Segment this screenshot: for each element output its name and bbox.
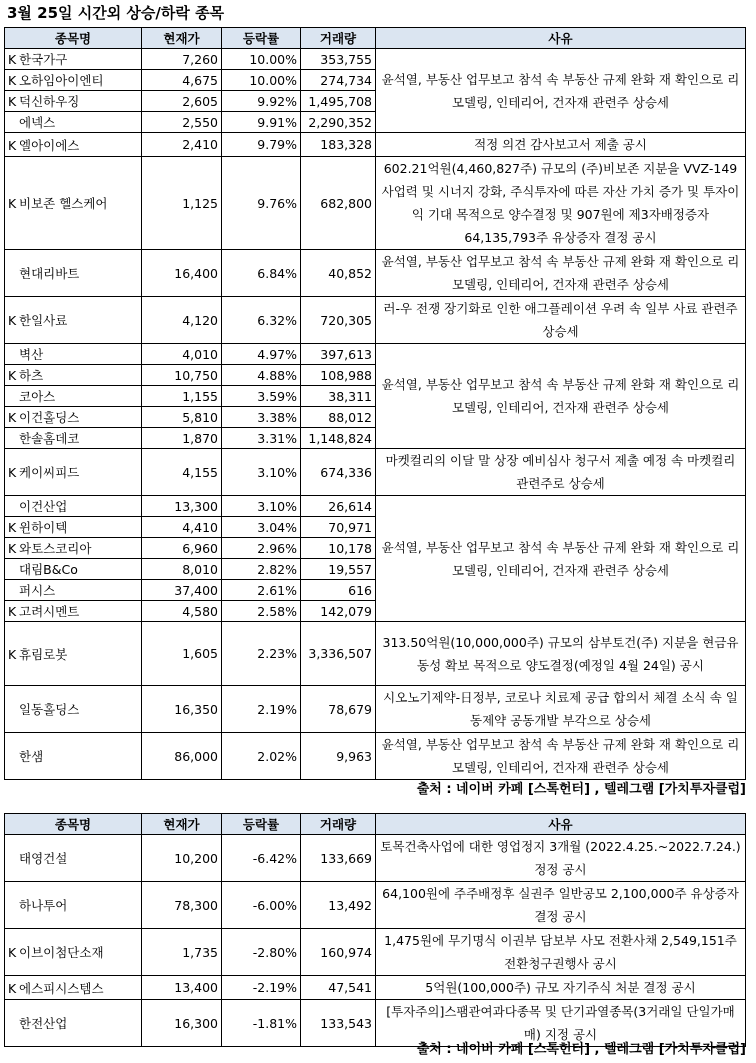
price-cell: 16,300 — [142, 1000, 222, 1047]
change-cell: 6.84% — [222, 250, 301, 297]
stock-name-cell — [5, 622, 142, 686]
price-cell: 10,750 — [142, 365, 222, 386]
header-change: 등락률 — [222, 28, 301, 49]
stock-name: 현대리바트 — [19, 266, 80, 281]
table-row — [5, 686, 746, 733]
stock-name: 한솔홈데코 — [19, 431, 80, 446]
losers-table — [4, 813, 746, 1047]
change-cell: 3.04% — [222, 517, 301, 538]
reason-cell: 윤석열, 부동산 업무보고 참석 속 부동산 규제 완화 재 확인으로 리모델링, 인테리어, 건자재 관련주 상승세 — [376, 49, 746, 133]
stock-name: 와토스코리아 — [19, 541, 92, 556]
price-cell: 1,155 — [142, 386, 222, 407]
market-marker: K — [8, 313, 17, 328]
stock-name-cell — [5, 559, 142, 580]
stock-name: 한일사료 — [19, 313, 68, 328]
change-cell: 3.31% — [222, 428, 301, 449]
change-cell: 2.02% — [222, 733, 301, 780]
stock-name: 케이씨피드 — [19, 465, 80, 480]
stock-name-cell — [5, 407, 142, 428]
price-cell: 5,810 — [142, 407, 222, 428]
price-cell: 7,260 — [142, 49, 222, 70]
volume-cell: 70,971 — [301, 517, 376, 538]
price-cell: 13,400 — [142, 976, 222, 1000]
volume-cell: 274,734 — [301, 70, 376, 91]
stock-name: 오하임아이엔티 — [19, 73, 104, 88]
stock-name-cell — [5, 365, 142, 386]
price-cell: 1,605 — [142, 622, 222, 686]
market-marker: K — [8, 196, 17, 211]
table-row — [5, 976, 746, 1000]
stock-name: 휴림로봇 — [19, 646, 68, 662]
reason-cell: 러-우 전쟁 장기화로 인한 애그플레이션 우려 속 일부 사료 관련주 상승세 — [376, 297, 746, 344]
volume-cell: 1,495,708 — [301, 91, 376, 112]
reason-cell: 5억원(100,000주) 규모 자기주식 처분 결정 공시 — [376, 976, 746, 1000]
change-cell: 2.61% — [222, 580, 301, 601]
stock-name-cell — [5, 49, 142, 70]
change-cell: 3.10% — [222, 496, 301, 517]
reason-cell: 시오노기제약-日정부, 코로나 치료제 공급 합의서 체결 소식 속 일동제약 공동개발 부각으로 상승세 — [376, 686, 746, 733]
header-change: 등락률 — [222, 814, 301, 835]
price-cell: 4,675 — [142, 70, 222, 91]
header-name: 종목명 — [5, 28, 142, 49]
change-cell: 4.97% — [222, 344, 301, 365]
reason-cell: 313.50억원(10,000,000주) 규모의 삼부토건(주) 지분을 현금유동성 확보 목적으로 양도결정(예정일 4월 24일) 공시 — [376, 622, 746, 686]
volume-cell: 142,079 — [301, 601, 376, 622]
price-cell: 13,300 — [142, 496, 222, 517]
table-row — [5, 250, 746, 297]
volume-cell: 38,311 — [301, 386, 376, 407]
stock-name-cell — [5, 70, 142, 91]
header-reason: 사유 — [376, 814, 746, 835]
market-marker: K — [8, 73, 17, 88]
change-cell: 9.91% — [222, 112, 301, 133]
change-cell: 4.88% — [222, 365, 301, 386]
stock-name: 이건홀딩스 — [19, 410, 80, 425]
header-price: 현재가 — [142, 814, 222, 835]
stock-name-cell — [5, 428, 142, 449]
table-row — [5, 929, 746, 976]
stock-name: 에넥스 — [19, 115, 56, 130]
reason-cell: 마켓컬리의 이달 말 상장 예비심사 청구서 제출 예정 속 마켓컬리 관련주로 상승세 — [376, 449, 746, 496]
volume-cell: 674,336 — [301, 449, 376, 496]
volume-cell: 133,669 — [301, 835, 376, 882]
volume-cell: 26,614 — [301, 496, 376, 517]
header-volume: 거래량 — [301, 814, 376, 835]
stock-name-cell — [5, 517, 142, 538]
stock-name-cell — [5, 112, 142, 133]
stock-name-cell — [5, 157, 142, 250]
stock-name-cell — [5, 580, 142, 601]
reason-cell: 602.21억원(4,460,827주) 규모의 (주)비보존 지분을 VVZ-149 사업력 및 시너지 강화, 주식투자에 따른 자산 가치 증가 및 투자이익 기대 목적으로 양수결정 및 907원에 제3자배정증자 64,135,793주 유상증자 결정 공시 — [376, 157, 746, 250]
volume-cell: 3,336,507 — [301, 622, 376, 686]
stock-name: 대림B&Co — [19, 562, 78, 577]
change-cell: 2.58% — [222, 601, 301, 622]
volume-cell: 397,613 — [301, 344, 376, 365]
header-reason: 사유 — [376, 28, 746, 49]
volume-cell: 1,148,824 — [301, 428, 376, 449]
stock-name: 이브이첨단소재 — [19, 945, 104, 960]
volume-cell: 108,988 — [301, 365, 376, 386]
reason-cell: 적정 의견 감사보고서 제출 공시 — [376, 133, 746, 157]
table-row — [5, 449, 746, 496]
reason-cell: [투자주의]스팸관여과다종목 및 단기과열종목(3거래일 단일가매매) 지정 공시 — [376, 1000, 746, 1047]
price-cell: 4,580 — [142, 601, 222, 622]
price-cell: 4,155 — [142, 449, 222, 496]
stock-name: 비보존 헬스케어 — [19, 196, 108, 211]
volume-cell: 720,305 — [301, 297, 376, 344]
reason-cell: 윤석열, 부동산 업무보고 참석 속 부동산 규제 완화 재 확인으로 리모델링, 인테리어, 건자재 관련주 상승세 — [376, 344, 746, 449]
stock-name: 이건산업 — [19, 499, 68, 514]
source-credit: 출처 : 네이버 카페 [스톡헌터] , 텔레그램 [가치투자클럽] — [416, 782, 746, 797]
price-cell: 4,010 — [142, 344, 222, 365]
stock-name-cell — [5, 386, 142, 407]
market-marker: K — [8, 945, 17, 960]
market-marker: K — [8, 465, 17, 480]
volume-cell: 133,543 — [301, 1000, 376, 1047]
change-cell: 3.38% — [222, 407, 301, 428]
price-cell: 6,960 — [142, 538, 222, 559]
table-row — [5, 133, 746, 157]
reason-cell: 토목건축사업에 대한 영업정지 3개월 (2022.4.25.~2022.7.24.) 정정 공시 — [376, 835, 746, 882]
reason-cell: 윤석열, 부동산 업무보고 참석 속 부동산 규제 완화 재 확인으로 리모델링, 인테리어, 건자재 관련주 상승세 — [376, 496, 746, 622]
header-name: 종목명 — [5, 814, 142, 835]
stock-name-cell — [5, 976, 142, 1000]
table-row — [5, 882, 746, 929]
stock-name-cell — [5, 496, 142, 517]
stock-name: 덕신하우징 — [19, 94, 80, 109]
price-cell: 37,400 — [142, 580, 222, 601]
price-cell: 2,605 — [142, 91, 222, 112]
price-cell: 10,200 — [142, 835, 222, 882]
price-cell: 16,400 — [142, 250, 222, 297]
volume-cell: 9,963 — [301, 733, 376, 780]
volume-cell: 616 — [301, 580, 376, 601]
stock-name: 에스피시스템스 — [19, 980, 104, 996]
reason-cell: 윤석열, 부동산 업무보고 참석 속 부동산 규제 완화 재 확인으로 리모델링, 인테리어, 건자재 관련주 상승세 — [376, 250, 746, 297]
stock-name-cell — [5, 91, 142, 112]
change-cell: 9.92% — [222, 91, 301, 112]
volume-cell: 47,541 — [301, 976, 376, 1000]
market-marker: K — [8, 646, 17, 662]
volume-cell: 88,012 — [301, 407, 376, 428]
stock-name: 태영건설 — [19, 851, 68, 866]
stock-name: 일동홀딩스 — [19, 702, 80, 717]
change-cell: 9.79% — [222, 133, 301, 157]
volume-cell: 78,679 — [301, 686, 376, 733]
stock-name-cell — [5, 133, 142, 157]
price-cell: 86,000 — [142, 733, 222, 780]
stock-name-cell — [5, 538, 142, 559]
change-cell: 2.82% — [222, 559, 301, 580]
stock-name-cell — [5, 882, 142, 929]
price-cell: 8,010 — [142, 559, 222, 580]
reason-cell: 1,475원에 무기명식 이권부 담보부 사모 전환사채 2,549,151주 전환청구권행사 공시 — [376, 929, 746, 976]
volume-cell: 13,492 — [301, 882, 376, 929]
change-cell: 3.10% — [222, 449, 301, 496]
stock-name-cell — [5, 449, 142, 496]
volume-cell: 19,557 — [301, 559, 376, 580]
price-cell: 1,735 — [142, 929, 222, 976]
change-cell: -2.80% — [222, 929, 301, 976]
table-row — [5, 157, 746, 250]
volume-cell: 353,755 — [301, 49, 376, 70]
change-cell: -6.00% — [222, 882, 301, 929]
price-cell: 4,410 — [142, 517, 222, 538]
market-marker: K — [8, 368, 17, 383]
stock-name: 엘아이에스 — [19, 137, 80, 153]
change-cell: -2.19% — [222, 976, 301, 1000]
source-credit: 출처 : 네이버 카페 [스톡헌터] , 텔레그램 [가치투자클럽] — [416, 1042, 746, 1057]
volume-cell: 160,974 — [301, 929, 376, 976]
table-row — [5, 835, 746, 882]
header-price: 현재가 — [142, 28, 222, 49]
gainers-table — [4, 27, 746, 780]
volume-cell: 2,290,352 — [301, 112, 376, 133]
page-title: 3월 25일 시간외 상승/하락 종목 — [7, 4, 225, 22]
change-cell: 10.00% — [222, 49, 301, 70]
stock-name: 벽산 — [19, 347, 44, 362]
stock-name: 한샘 — [19, 749, 44, 764]
market-marker: K — [8, 410, 17, 425]
stock-name-cell — [5, 1000, 142, 1047]
stock-name-cell — [5, 835, 142, 882]
volume-cell: 183,328 — [301, 133, 376, 157]
stock-name-cell — [5, 297, 142, 344]
market-marker: K — [8, 94, 17, 109]
stock-name-cell — [5, 344, 142, 365]
table-row — [5, 49, 746, 70]
volume-cell: 40,852 — [301, 250, 376, 297]
stock-name-cell — [5, 733, 142, 780]
price-cell: 1,125 — [142, 157, 222, 250]
header-volume: 거래량 — [301, 28, 376, 49]
price-cell: 1,870 — [142, 428, 222, 449]
change-cell: -6.42% — [222, 835, 301, 882]
change-cell: -1.81% — [222, 1000, 301, 1047]
price-cell: 2,550 — [142, 112, 222, 133]
stock-name: 코아스 — [19, 389, 56, 404]
change-cell: 3.59% — [222, 386, 301, 407]
volume-cell: 10,178 — [301, 538, 376, 559]
table-row — [5, 496, 746, 517]
stock-name: 한전산업 — [19, 1016, 68, 1031]
stock-name: 하츠 — [19, 368, 44, 383]
table-row — [5, 344, 746, 365]
losers-header-row — [5, 814, 746, 835]
stock-name-cell — [5, 686, 142, 733]
change-cell: 6.32% — [222, 297, 301, 344]
market-marker: K — [8, 520, 17, 535]
reason-cell: 64,100원에 주주배정후 실권주 일반공모 2,100,000주 유상증자결정 공시 — [376, 882, 746, 929]
stock-name-cell — [5, 250, 142, 297]
market-marker: K — [8, 541, 17, 556]
price-cell: 4,120 — [142, 297, 222, 344]
market-marker: K — [8, 52, 17, 67]
price-cell: 78,300 — [142, 882, 222, 929]
stock-name-cell — [5, 601, 142, 622]
market-marker: K — [8, 604, 17, 619]
gainers-header-row — [5, 28, 746, 49]
table-row — [5, 733, 746, 780]
stock-name: 고려시멘트 — [19, 604, 80, 619]
volume-cell: 682,800 — [301, 157, 376, 250]
price-cell: 16,350 — [142, 686, 222, 733]
table-row — [5, 622, 746, 686]
change-cell: 10.00% — [222, 70, 301, 91]
stock-name-cell — [5, 929, 142, 976]
stock-name: 퍼시스 — [19, 583, 56, 598]
market-marker: K — [8, 980, 17, 996]
price-cell: 2,410 — [142, 133, 222, 157]
stock-name: 하나투어 — [19, 898, 68, 913]
market-marker: K — [8, 137, 17, 153]
change-cell: 2.96% — [222, 538, 301, 559]
change-cell: 2.23% — [222, 622, 301, 686]
change-cell: 2.19% — [222, 686, 301, 733]
change-cell: 9.76% — [222, 157, 301, 250]
stock-name: 한국가구 — [19, 52, 68, 67]
stock-name: 윈하이텍 — [19, 520, 68, 535]
reason-cell: 윤석열, 부동산 업무보고 참석 속 부동산 규제 완화 재 확인으로 리모델링, 인테리어, 건자재 관련주 상승세 — [376, 733, 746, 780]
table-row — [5, 297, 746, 344]
